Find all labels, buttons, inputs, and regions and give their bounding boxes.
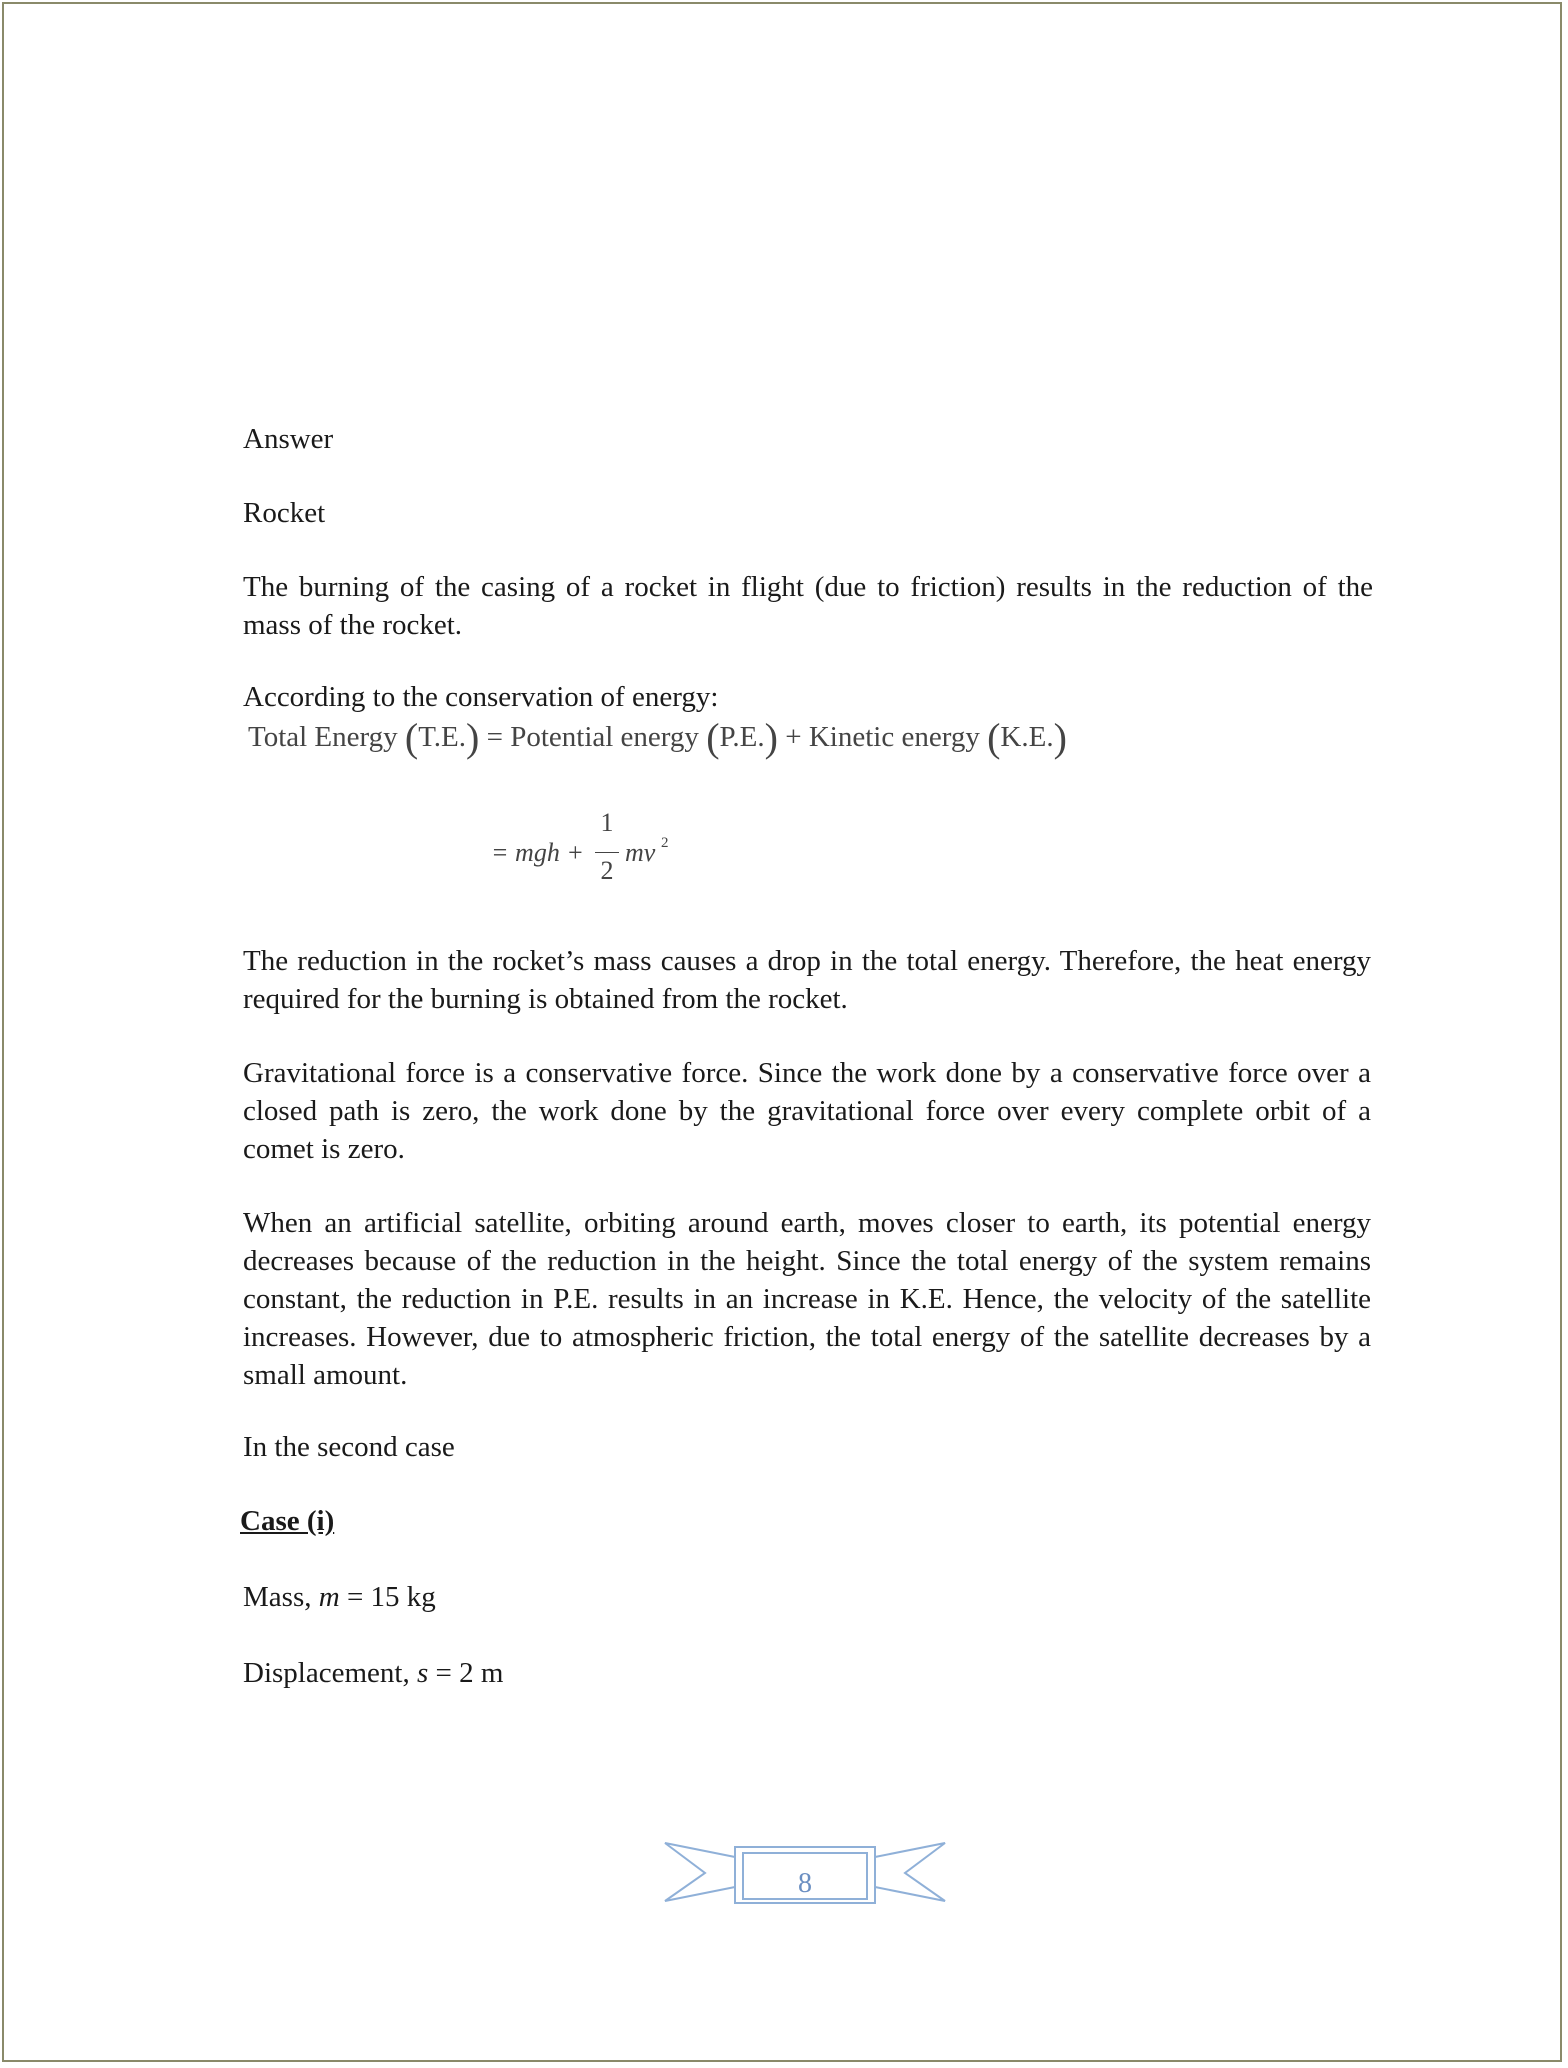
equation-pe-label: = Potential energy [479,721,707,753]
answer-label: Answer [243,423,334,455]
equation-te-label: Total Energy [248,721,405,753]
paragraph-gravitational: Gravitational force is a conservative force. Since the work done by a conservative force over a closed path is zero, the work done by the gravitational force over every complete orbit of a comet is zero. [243,1057,1371,1165]
page-number: 8 [798,1868,812,1899]
paragraph-second-case: In the second case [243,1431,455,1463]
rocket-label: Rocket [243,497,326,529]
displacement-label: Displacement, [243,1657,417,1689]
equation-ke-label: + Kinetic energy [777,721,988,753]
equation-exponent: 2 [661,835,669,851]
mass-symbol: m [318,1581,340,1613]
equation-ke-abbr: K.E. [1000,721,1054,753]
mass-line [243,1578,1371,1616]
energy-equation-line1: Total Energy (T.E.) = Potential energy (P.E.) + Kinetic energy (K.E.) [248,715,1067,760]
paragraph-conservation: According to the conservation of energy: [243,681,719,713]
displacement-symbol: s [416,1657,429,1689]
equation-lhs: = mgh + [491,838,584,867]
case-heading: Case (i) [240,1505,335,1537]
paragraph-burning: The burning of the casing of a rocket in flight (due to friction) results in the reduction of the mass of the rocket. [243,571,1373,641]
fraction-denominator: 2 [600,856,614,885]
equation-pe-abbr: P.E. [719,721,765,753]
energy-equation-line2 [491,808,751,898]
mass-label: Mass, [243,1581,319,1613]
page-border [2,2,1562,2062]
fraction-numerator: 1 [600,808,614,837]
paragraph-satellite: When an artificial satellite, orbiting around earth, moves closer to earth, its potential energy decreases because of the reduction in the height. Since the total energy of the system remains constant, the reduction in P.E. results in an increase in K.E. Hence, the velocity of the satellite increases. However, due to atmospheric friction, the total energy of the satellite decreases by a small amount. [243,1207,1371,1391]
displacement-value: = 2 m [428,1657,504,1689]
paragraph-reduction: The reduction in the rocket’s mass causes a drop in the total energy. Therefore, the heat energy required for the burning is obtained from the rocket. [243,945,1371,1015]
displacement-line [243,1654,1371,1692]
mass-value: = 15 kg [339,1581,436,1613]
fraction-bar [595,852,619,853]
equation-rhs: mv [625,838,656,867]
equation-te-abbr: T.E. [418,721,467,753]
